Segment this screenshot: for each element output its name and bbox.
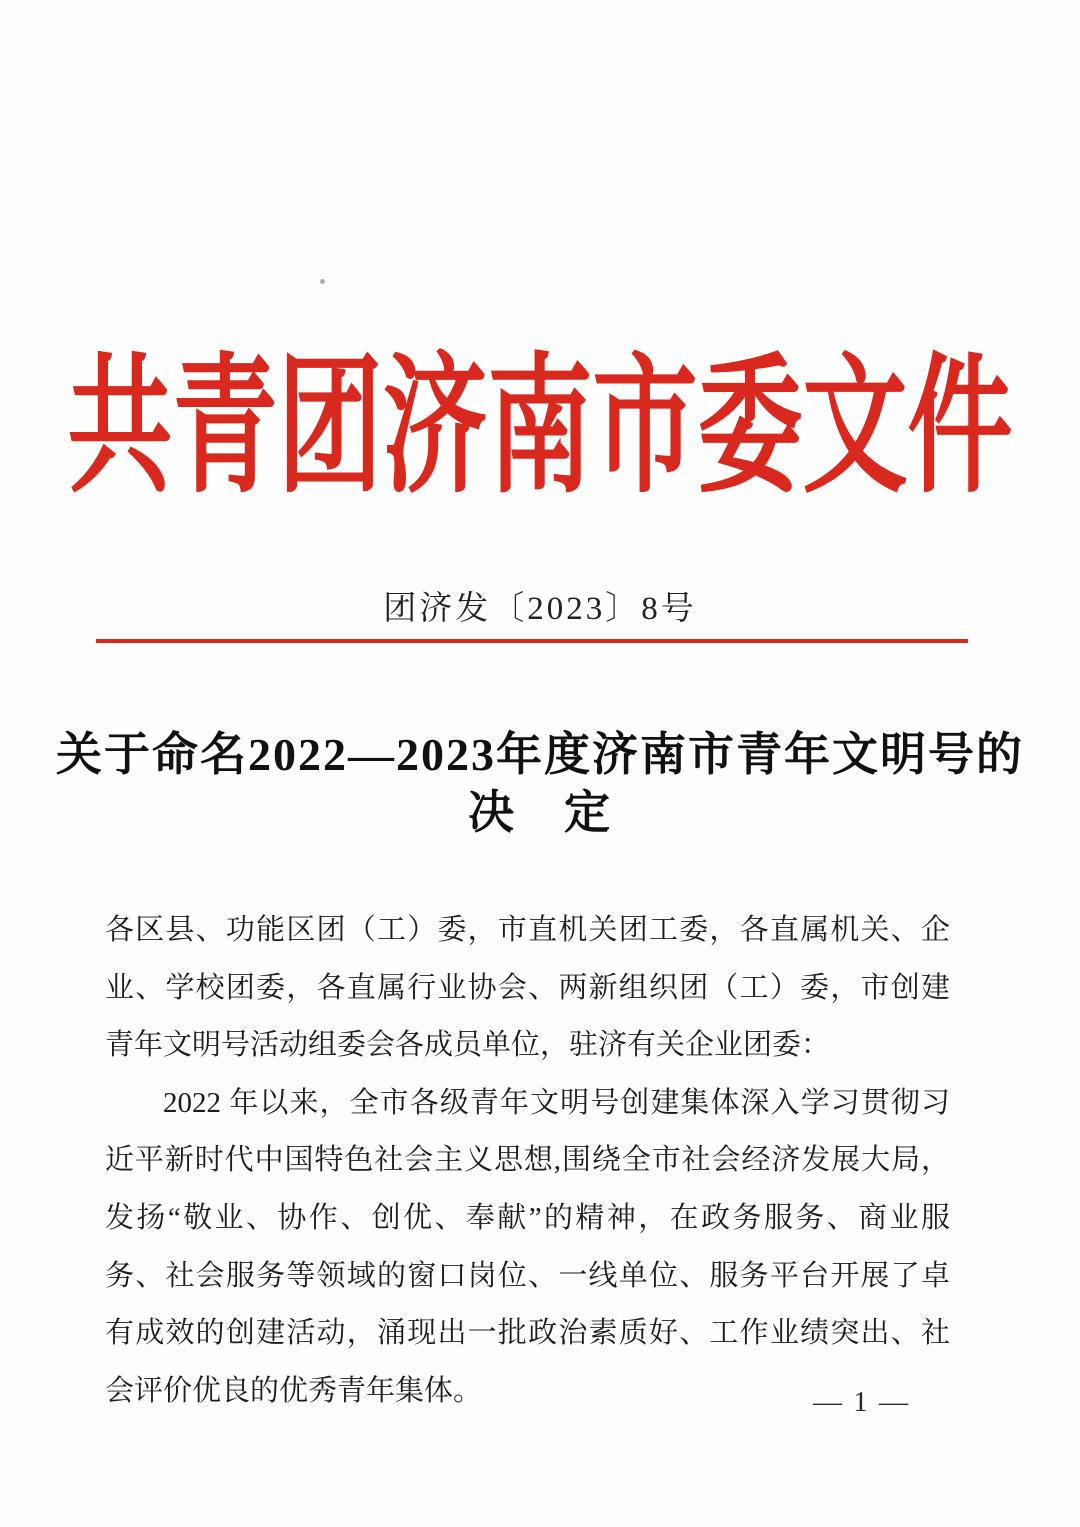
document-title-line2: 决 定 [468, 787, 612, 838]
body-line: 务、社会服务等领域的窗口岗位、一线单位、服务平台开展了卓 [105, 1259, 950, 1292]
body-line: 各区县、功能区团（工）委，市直机关团工委，各直属机关、企 [105, 914, 950, 946]
scan-artifact-speck [320, 279, 325, 284]
page-number: — 1 — [813, 1386, 910, 1418]
body-line: 发扬“敬业、协作、创优、奉献”的精神，在政务服务、商业服 [105, 1201, 950, 1234]
red-header [0, 345, 1080, 510]
issuing-org-title: 共青团济南市委文件 [67, 344, 1013, 511]
body-line: 业、学校团委，各直属行业协会、两新组织团（工）委，市创建 [105, 971, 950, 1004]
document-number: 团济发〔2023〕8号 [383, 591, 697, 627]
body-line: 会评价优良的优秀青年集体。 [105, 1374, 483, 1407]
document-title-line1: 关于命名2022—2023年度济南市青年文明号的 [56, 729, 1024, 780]
body-line: 2022 年以来，全市各级青年文明号创建集体深入学习贯彻习 [163, 1086, 950, 1119]
document-title [0, 726, 1080, 842]
red-divider-line [96, 639, 968, 643]
body-line: 近平新时代中国特色社会主义思想,围绕全市社会经济发展大局， [105, 1144, 950, 1177]
body-line: 有成效的创建活动，涌现出一批政治素质好、工作业绩突出、社 [105, 1317, 950, 1350]
body-line: 青年文明号活动组委会各成员单位，驻济有关企业团委： [105, 1029, 831, 1062]
body-text [105, 902, 950, 1420]
